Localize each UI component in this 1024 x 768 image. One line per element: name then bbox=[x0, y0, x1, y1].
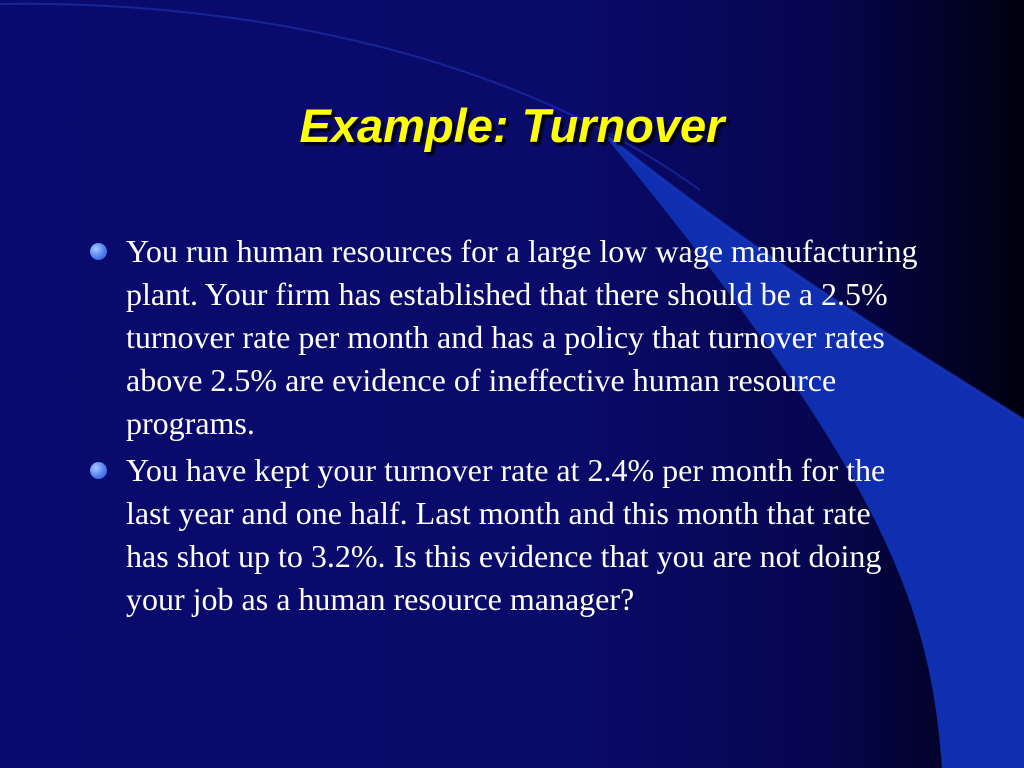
bullet-item bbox=[88, 449, 918, 621]
bullet-text: You run human resources for a large low wage manufacturing plant. Your firm has established that there should be a 2.5% turnover rate per month and has a policy that turnover rates above 2.5% are evidence of ineffective human resource programs. bbox=[126, 233, 918, 441]
blue-sphere-bullet-icon bbox=[90, 243, 107, 260]
bullet-text: You have kept your turnover rate at 2.4% per month for the last year and one half. Last month and this month that rate has shot up to 3.2%. Is this evidence that you are not doing your job as a human resource manager? bbox=[126, 452, 886, 617]
bullet-list bbox=[88, 230, 918, 625]
blue-sphere-bullet-icon bbox=[90, 462, 107, 479]
background-arc-line bbox=[0, 4, 700, 190]
bullet-item bbox=[88, 230, 918, 445]
slide-title: Example: Turnover bbox=[299, 99, 725, 152]
